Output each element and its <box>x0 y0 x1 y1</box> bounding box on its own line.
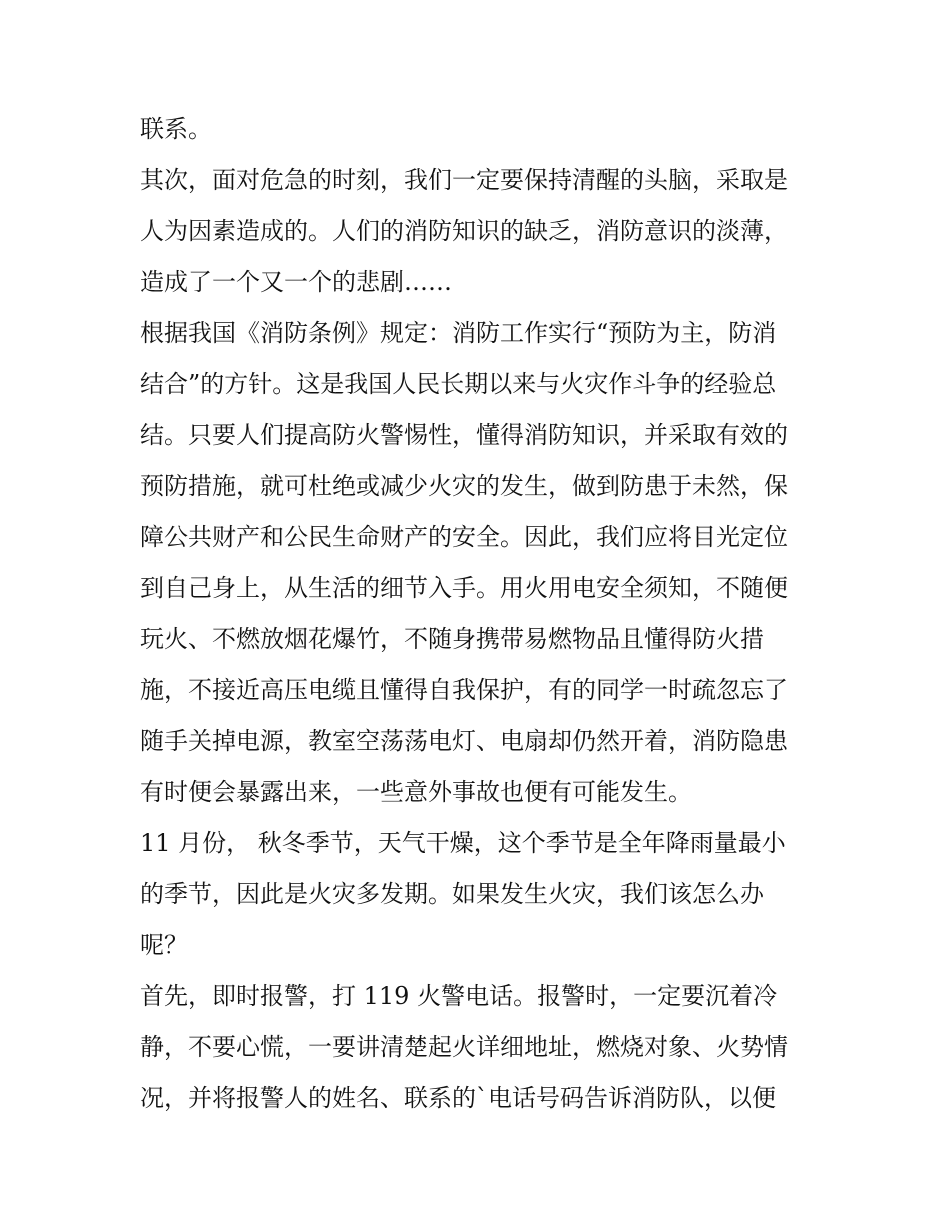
text-line: 预防措施，就可杜绝或减少火灾的发生，做到防患于未然，保 <box>140 472 788 500</box>
text-line: 人为因素造成的。人们的消防知识的缺乏，消防意识的淡薄， <box>140 217 788 245</box>
text-line: 结合”的方针。这是我国人民长期以来与火灾作斗争的经验总 <box>140 370 777 398</box>
text-line: 有时便会暴露出来，一些意外事故也便有可能发生。 <box>140 778 692 806</box>
text-line: 结。只要人们提高防火警惕性，懂得消防知识，并采取有效的 <box>140 421 788 449</box>
text-line: 况，并将报警人的姓名、联系的`电话号码告诉消防队，以便 <box>140 1084 776 1112</box>
text-line: 随手关掉电源，教室空荡荡电灯、电扇却仍然开着，消防隐患 <box>140 727 788 755</box>
text-line: 其次，面对危急的时刻，我们一定要保持清醒的头脑，采取是 <box>140 166 788 194</box>
text-line: 联系。 <box>140 115 212 143</box>
text-line: 首先，即时报警，打 119 火警电话。报警时，一定要沉着冷 <box>140 982 778 1010</box>
text-line: 到自己身上，从生活的细节入手。用火用电安全须知，不随便 <box>140 574 788 602</box>
text-line: 静，不要心慌，一要讲清楚起火详细地址，燃烧对象、火势情 <box>140 1033 788 1061</box>
body-text <box>140 104 820 1124</box>
text-line: 11 月份， 秋冬季节，天气干燥，这个季节是全年降雨量最小 <box>140 829 786 857</box>
text-line: 障公共财产和公民生命财产的安全。因此，我们应将目光定位 <box>140 523 788 551</box>
text-line: 呢？ <box>140 931 188 959</box>
text-line: 施，不接近高压电缆且懂得自我保护，有的同学一时疏忽忘了 <box>140 676 788 704</box>
text-line: 造成了一个又一个的悲剧…… <box>140 268 452 296</box>
text-line: 根据我国《消防条例》规定：消防工作实行“预防为主，防消 <box>140 319 777 347</box>
text-line: 的季节，因此是火灾多发期。如果发生火灾，我们该怎么办 <box>140 880 764 908</box>
text-line: 玩火、不燃放烟花爆竹，不随身携带易燃物品且懂得防火措 <box>140 625 764 653</box>
